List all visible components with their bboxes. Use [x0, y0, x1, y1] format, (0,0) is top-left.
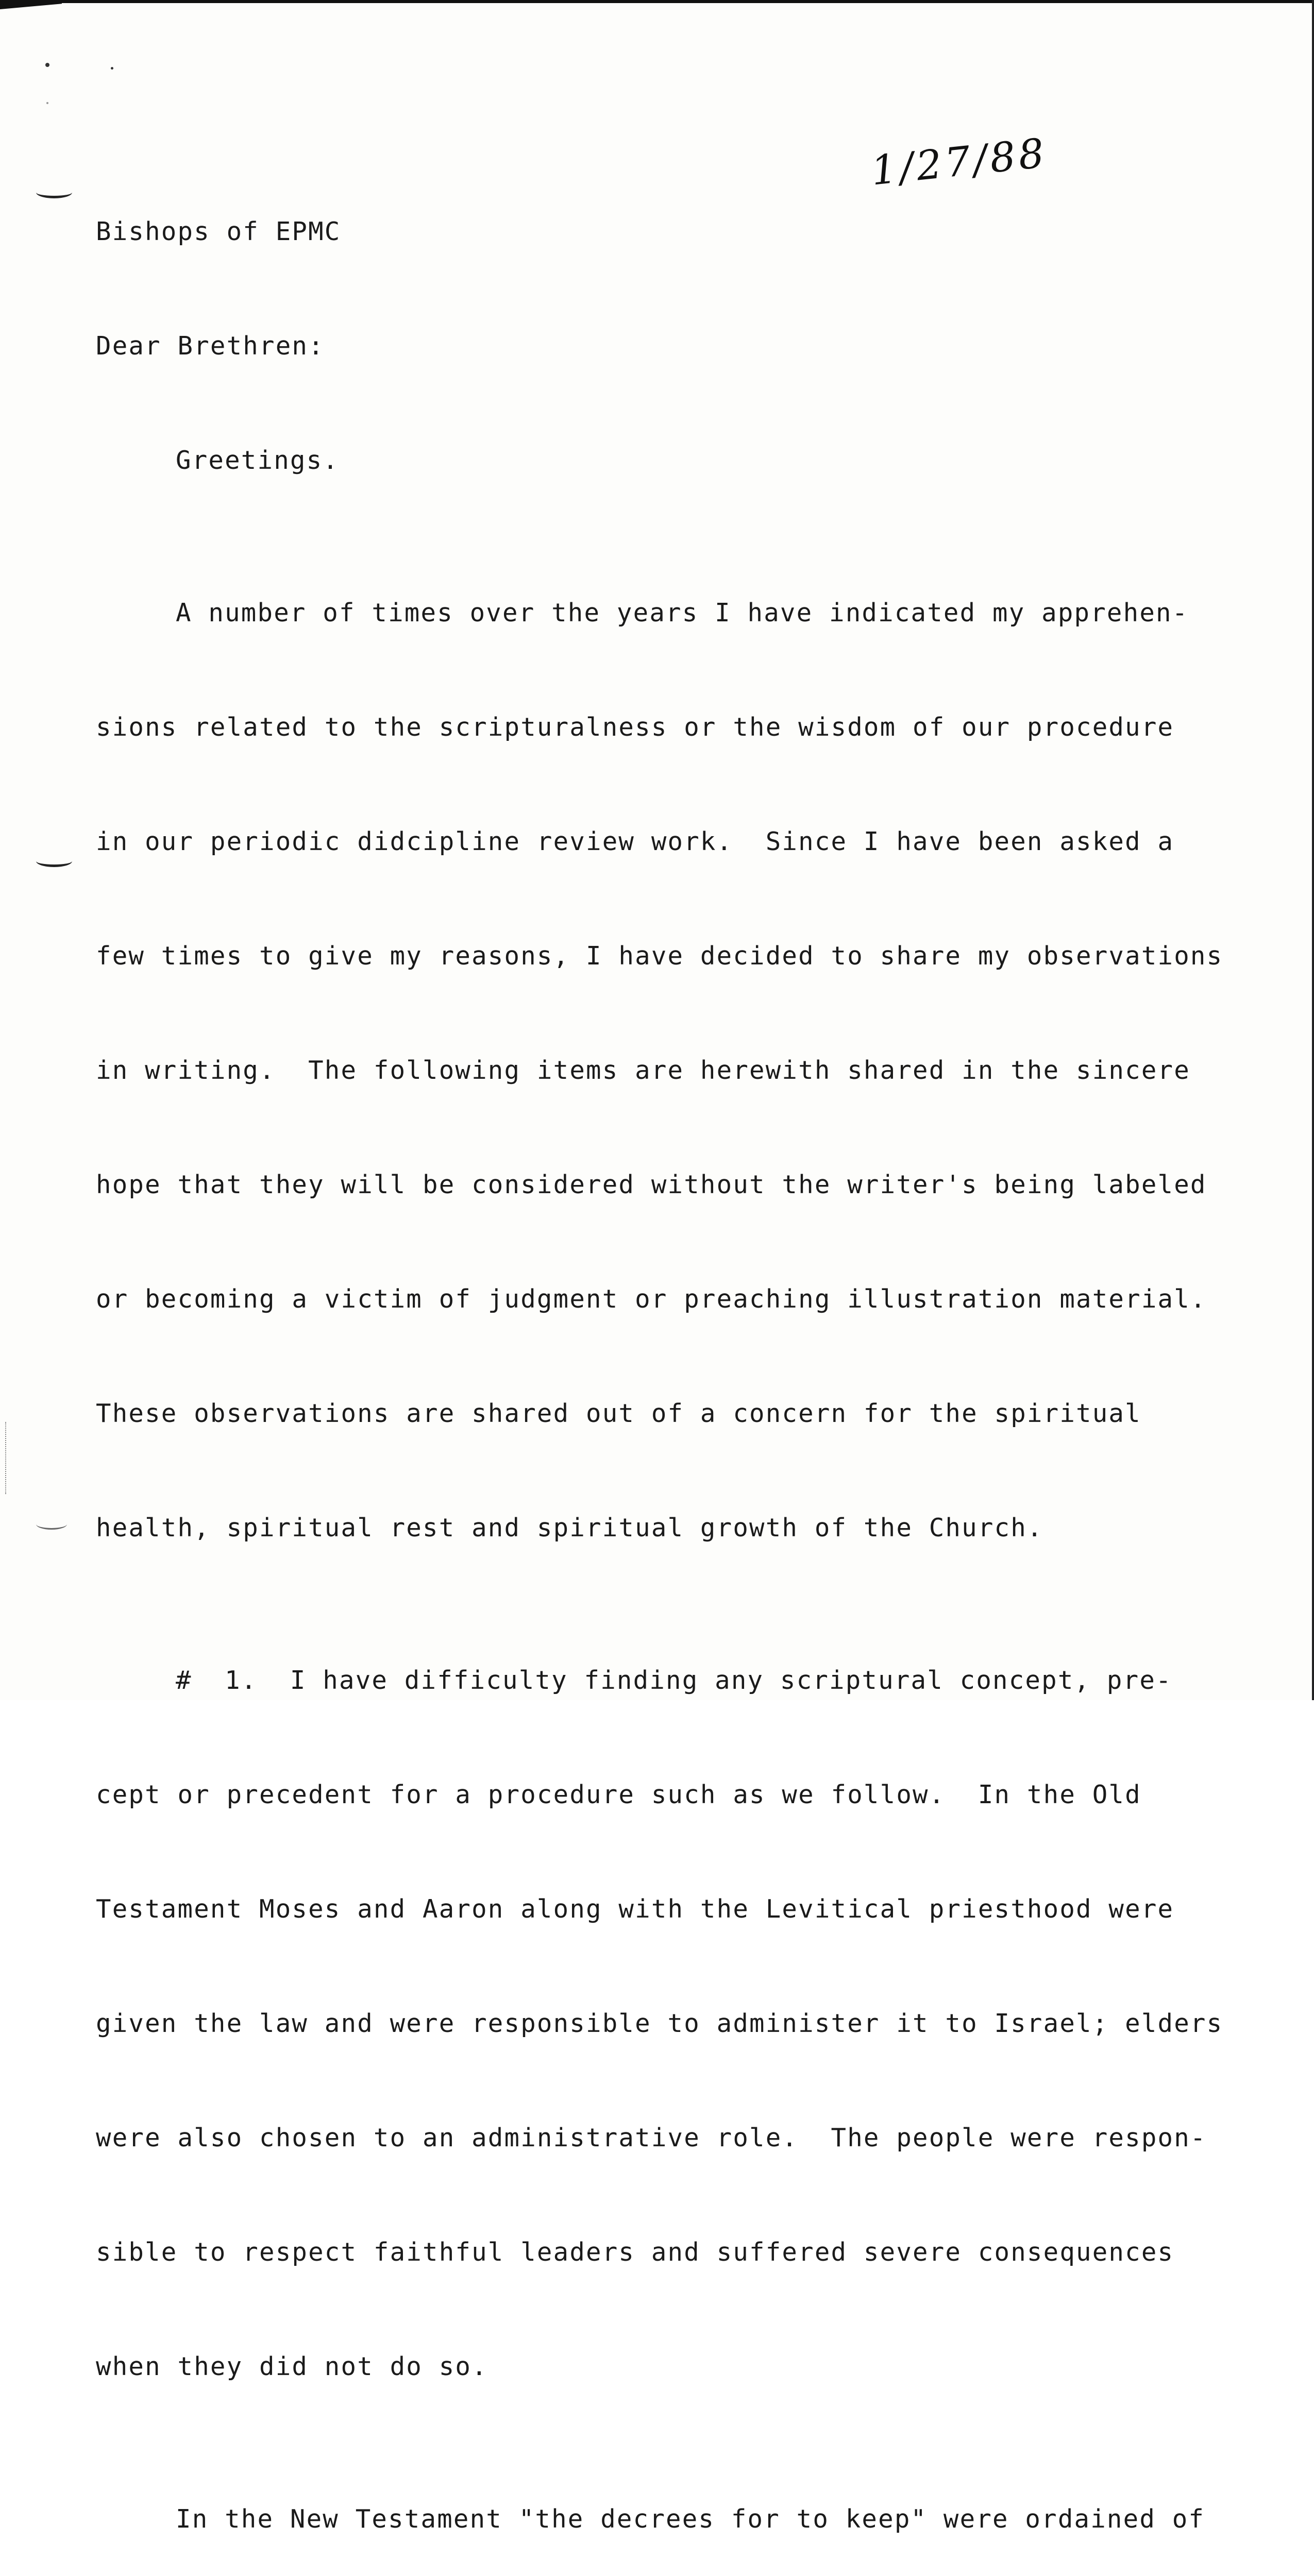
- recipient-line: Bishops of EPMC: [96, 217, 341, 246]
- punch-mark: [36, 187, 72, 198]
- paragraph-line: sions related to the scripturalness or the wisdom of our procedure: [96, 713, 1174, 742]
- paragraph-line: In the New Testament "the decrees for to keep" were ordained of: [176, 2504, 1205, 2534]
- paragraph-line: in writing. The following items are herewith shared in the sincere: [96, 1056, 1190, 1085]
- paragraph-line: when they did not do so.: [96, 2352, 488, 2381]
- punch-mark: [36, 1519, 67, 1530]
- salutation-line: Dear Brethren:: [96, 331, 325, 361]
- scan-speck: [111, 67, 113, 70]
- scan-speck: [46, 102, 48, 104]
- greeting-line: Greetings.: [176, 446, 340, 475]
- scan-margin-dots: [5, 1422, 8, 1494]
- paragraph-line: or becoming a victim of judgment or preaching illustration material.: [96, 1284, 1207, 1314]
- scan-edge-corner: [0, 0, 62, 9]
- punch-mark: [36, 855, 72, 867]
- paragraph-line: A number of times over the years I have indicated my apprehen-: [176, 598, 1189, 628]
- paragraph-line: were also chosen to an administrative role. The people were respon-: [96, 2123, 1207, 2153]
- paragraph-line: cept or precedent for a procedure such as we follow. In the Old: [96, 1780, 1141, 1809]
- handwritten-date: 1/27/88: [869, 130, 1050, 195]
- paragraph-line: These observations are shared out of a concern for the spiritual: [96, 1399, 1141, 1428]
- paragraph-line: in our periodic didcipline review work. Since I have been asked a: [96, 827, 1174, 856]
- scan-speck: [45, 63, 49, 67]
- paragraph-line: # 1. I have difficulty finding any scriptural concept, pre-: [176, 1666, 1172, 1695]
- paragraph-line: health, spiritual rest and spiritual growth of the Church.: [96, 1513, 1043, 1543]
- paragraph-line: given the law and were responsible to administer it to Israel; elders: [96, 2009, 1223, 2038]
- paragraph-line: few times to give my reasons, I have decided to share my observations: [96, 941, 1223, 971]
- letter-body: [96, 137, 1223, 2576]
- paragraph-line: Testament Moses and Aaron along with the Levitical priesthood were: [96, 1894, 1174, 1924]
- scan-edge-right: [1312, 0, 1314, 1700]
- scan-edge-top: [0, 0, 1314, 3]
- paragraph-line: sible to respect faithful leaders and suffered severe consequences: [96, 2238, 1174, 2267]
- paragraph-line: hope that they will be considered without the writer's being labeled: [96, 1170, 1207, 1199]
